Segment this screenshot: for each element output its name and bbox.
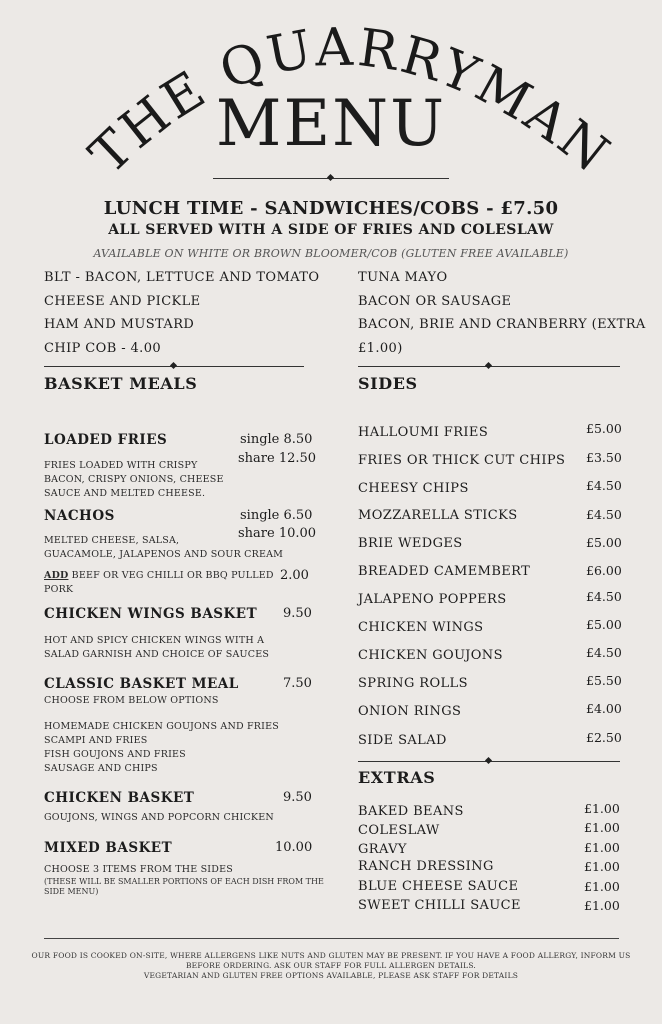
loaded-fries-single-price: single 8.50 (240, 432, 313, 447)
extra-item: COLESLAW (358, 823, 440, 838)
side-price: £5.00 (586, 421, 622, 436)
extras-divider (358, 757, 620, 766)
basket-meals-title: BASKET MEALS (44, 374, 198, 393)
lunch-left-list (44, 266, 319, 360)
side-price: £2.50 (586, 730, 622, 745)
list-item: SCAMPI AND FRIES (44, 735, 148, 746)
lunch-right-list (358, 266, 646, 360)
list-item: HAM AND MUSTARD (44, 317, 195, 332)
extra-price: £1.00 (584, 820, 620, 835)
nachos-share-price: share 10.00 (238, 526, 317, 541)
sides-title: SIDES (358, 374, 418, 393)
list-item: FISH GOUJONS AND FRIES (44, 749, 186, 760)
list-item: BACON OR SAUSAGE (358, 293, 512, 309)
side-item: SPRING ROLLS (358, 676, 468, 691)
classic-basket-name: CLASSIC BASKET MEAL (44, 676, 239, 692)
loaded-fries-share-price: share 12.50 (238, 451, 317, 466)
chicken-wings-basket-name: CHICKEN WINGS BASKET (44, 606, 258, 622)
sides-divider (358, 362, 620, 371)
list-item: £1.00) (358, 340, 403, 356)
menu-title: MENU (215, 87, 447, 161)
side-price: £4.50 (586, 478, 622, 493)
chicken-wings-basket-desc: HOT AND SPICY CHICKEN WINGS WITH A SALAD GARNISH AND CHOICE OF SAUCES (44, 635, 270, 660)
side-price: £4.50 (586, 589, 622, 604)
basket-divider (44, 362, 304, 371)
extra-price: £1.00 (584, 840, 620, 855)
mixed-basket-price: 10.00 (275, 840, 313, 855)
extra-item: SWEET CHILLI SAUCE (358, 898, 521, 913)
chicken-basket-price: 9.50 (283, 790, 312, 805)
side-item: CHICKEN GOUJONS (358, 648, 503, 663)
mixed-basket-desc: CHOOSE 3 ITEMS FROM THE SIDES (44, 864, 233, 875)
extra-price: £1.00 (584, 859, 620, 874)
side-item: BRIE WEDGES (358, 536, 463, 551)
side-price: £5.00 (586, 535, 622, 550)
nachos-add-on: ADD BEEF OR VEG CHILLI OR BBQ PULLED PORK (44, 570, 274, 595)
list-item: BACON, BRIE AND CRANBERRY (EXTRA (358, 317, 646, 332)
side-item: CHICKEN WINGS (358, 620, 484, 635)
extra-item: BAKED BEANS (358, 804, 464, 819)
extra-item: BLUE CHEESE SAUCE (358, 879, 519, 894)
extra-item: RANCH DRESSING (358, 859, 494, 874)
chicken-basket-name: CHICKEN BASKET (44, 790, 195, 806)
nachos-desc: MELTED CHEESE, SALSA, GUACAMOLE, JALAPENOS AND SOUR CREAM (44, 535, 284, 560)
list-item: TUNA MAYO (358, 270, 448, 285)
side-price: £5.00 (586, 617, 622, 632)
side-item: BREADED CAMEMBERT (358, 564, 531, 579)
classic-basket-options (44, 720, 279, 776)
mixed-basket-note: (THESE WILL BE SMALLER PORTIONS OF EACH DISH FROM THE SIDE MENU) (44, 877, 324, 896)
chicken-wings-basket-price: 9.50 (283, 606, 312, 621)
side-item: JALAPENO POPPERS (358, 592, 507, 607)
list-item: CHIP COB - 4.00 (44, 340, 162, 356)
list-item: SAUSAGE AND CHIPS (44, 763, 158, 774)
side-price: £4.50 (586, 645, 622, 660)
side-item: CHEESY CHIPS (358, 481, 469, 496)
list-item: BLT - BACON, LETTUCE AND TOMATO (44, 270, 320, 285)
side-price: £3.50 (586, 450, 622, 465)
lunch-note: AVAILABLE ON WHITE OR BROWN BLOOMER/COB (GLUTEN FREE AVAILABLE) (93, 247, 569, 260)
allergen-notice: OUR FOOD IS COOKED ON-SITE, WHERE ALLERGENS LIKE NUTS AND GLUTEN MAY BE PRESENT. IF YOU HAVE A FOOD ALLERGY, INFORM US BEFORE ORDERING. ASK OUR STAFF FOR FULL ALLERGEN DETAILS. VEGETARIAN AND GLUTEN FREE OPTIONS AVAILABLE, PLEASE ASK STAFF FOR DETAILS (31, 951, 631, 980)
restaurant-name: THE QUARRYMAN (78, 17, 622, 186)
list-item: CHEESE AND PICKLE (44, 293, 201, 309)
list-item: HOMEMADE CHICKEN GOUJONS AND FRIES (44, 721, 279, 732)
loaded-fries-desc: FRIES LOADED WITH CRISPY BACON, CRISPY ONIONS, CHEESE SAUCE AND MELTED CHEESE. (44, 460, 224, 499)
side-price: £6.00 (586, 563, 622, 578)
mixed-basket-name: MIXED BASKET (44, 840, 173, 856)
nachos-name: NACHOS (44, 508, 115, 524)
loaded-fries-name: LOADED FRIES (44, 432, 168, 448)
extra-price: £1.00 (584, 879, 620, 894)
side-item: MOZZARELLA STICKS (358, 508, 518, 523)
side-item: ONION RINGS (358, 704, 462, 719)
extra-item: GRAVY (358, 842, 407, 857)
lunch-title: LUNCH TIME - SANDWICHES/COBS - £7.50 (103, 198, 559, 219)
classic-basket-choose: CHOOSE FROM BELOW OPTIONS (44, 695, 219, 706)
side-price: £4.00 (586, 701, 622, 716)
side-item: SIDE SALAD (358, 733, 447, 748)
lunch-subtitle: ALL SERVED WITH A SIDE OF FRIES AND COLESLAW (108, 222, 554, 238)
extra-price: £1.00 (584, 898, 620, 913)
classic-basket-price: 7.50 (283, 676, 312, 691)
side-price: £5.50 (586, 673, 622, 688)
extras-title: EXTRAS (358, 768, 436, 787)
side-item: FRIES OR THICK CUT CHIPS (358, 453, 566, 468)
side-item: HALLOUMI FRIES (358, 425, 489, 440)
chicken-basket-desc: GOUJONS, WINGS AND POPCORN CHICKEN (44, 812, 274, 823)
side-price: £4.50 (586, 507, 622, 522)
header-divider (213, 174, 449, 183)
nachos-single-price: single 6.50 (240, 508, 313, 523)
footer-divider (44, 938, 619, 939)
nachos-add-price: 2.00 (280, 568, 309, 583)
extra-price: £1.00 (584, 801, 620, 816)
